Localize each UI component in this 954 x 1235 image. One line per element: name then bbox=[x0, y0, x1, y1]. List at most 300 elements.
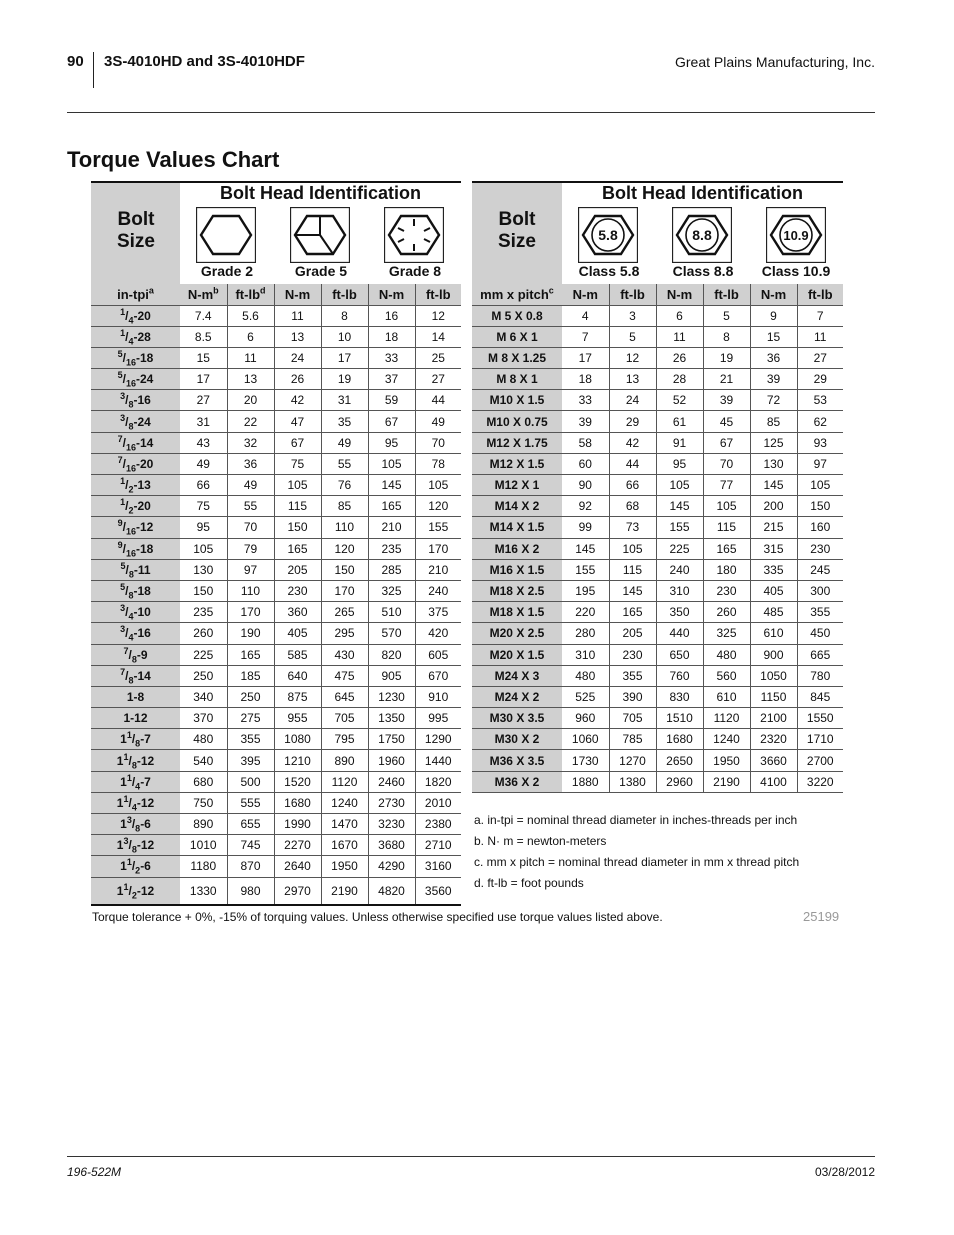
footnote-a: a. in-tpi = nominal thread diameter in inches-threads per inch bbox=[474, 813, 798, 827]
torque-value: 2380 bbox=[415, 814, 461, 835]
torque-value: 355 bbox=[227, 729, 274, 750]
torque-value: 49 bbox=[415, 411, 461, 432]
table-row bbox=[472, 453, 843, 474]
grade-8-nm-header: N-m bbox=[368, 284, 415, 305]
torque-value: 245 bbox=[797, 559, 843, 580]
table-row bbox=[472, 644, 843, 665]
bolt-size-cell: $1^1/_8-7$ bbox=[91, 729, 180, 750]
figure-number: 25199 bbox=[803, 909, 840, 924]
torque-value: 43 bbox=[180, 432, 227, 453]
table-row bbox=[472, 750, 843, 771]
torque-value: 11 bbox=[797, 326, 843, 347]
fraction-slash: / bbox=[131, 859, 136, 874]
table-row bbox=[472, 665, 843, 686]
torque-value: 555 bbox=[227, 792, 274, 813]
bolt-size-cell: $^9/_{16}-12$ bbox=[91, 517, 180, 538]
torque-value: 67 bbox=[368, 411, 415, 432]
bolt-size-cell: $^1/_4-20$ bbox=[91, 305, 180, 326]
torque-value: 585 bbox=[274, 644, 321, 665]
torque-value: 1990 bbox=[274, 814, 321, 835]
torque-value: 26 bbox=[656, 347, 703, 368]
left-table-bottom-rule bbox=[91, 904, 461, 906]
grade-2-nm-header: $N-m^b$ bbox=[180, 284, 227, 305]
torque-value: 75 bbox=[274, 453, 321, 474]
torque-value: 105 bbox=[368, 453, 415, 474]
torque-value: 91 bbox=[656, 432, 703, 453]
torque-value: 33 bbox=[368, 347, 415, 368]
torque-value: 2640 bbox=[274, 856, 321, 877]
bolt-size-cell: $^5/_{16}-24$ bbox=[91, 369, 180, 390]
bolt-size-cell: $^5/_{16}-18$ bbox=[91, 347, 180, 368]
torque-value: 645 bbox=[321, 686, 368, 707]
torque-value: 11 bbox=[274, 305, 321, 326]
grade-5-ftlb-header: ft-lb bbox=[321, 284, 368, 305]
torque-value: 32 bbox=[227, 432, 274, 453]
torque-value: 705 bbox=[609, 708, 656, 729]
torque-value: 2730 bbox=[368, 792, 415, 813]
fraction-slash: / bbox=[125, 329, 129, 344]
bolt-size-cell: M12 X 1.5 bbox=[472, 453, 562, 474]
torque-value: 7 bbox=[797, 305, 843, 326]
torque-value: 995 bbox=[415, 708, 461, 729]
left-bolt-size-label: Bolt Size bbox=[116, 209, 156, 252]
torque-value: 105 bbox=[415, 475, 461, 496]
torque-value: 170 bbox=[321, 580, 368, 601]
bolt-size-cell: M36 X 2 bbox=[472, 771, 562, 792]
torque-value: 955 bbox=[274, 708, 321, 729]
torque-value: 105 bbox=[180, 538, 227, 559]
torque-value: 1120 bbox=[703, 708, 750, 729]
torque-value: 145 bbox=[609, 580, 656, 601]
torque-value: 13 bbox=[609, 369, 656, 390]
bolt-size-cell: $^1/_2-13$ bbox=[91, 475, 180, 496]
right-unit-header-row bbox=[472, 284, 843, 305]
table-row bbox=[91, 835, 461, 856]
torque-value: 9 bbox=[750, 305, 797, 326]
torque-value: 70 bbox=[703, 453, 750, 474]
torque-value: 3660 bbox=[750, 750, 797, 771]
bolt-size-cell: M30 X 2 bbox=[472, 729, 562, 750]
class-10-9-mark: 10.9 bbox=[783, 228, 809, 243]
torque-value: 275 bbox=[227, 708, 274, 729]
bolt-size-cell: M30 X 3.5 bbox=[472, 708, 562, 729]
table-row bbox=[91, 580, 461, 601]
table-row bbox=[472, 538, 843, 559]
torque-value: 225 bbox=[180, 644, 227, 665]
torque-value: 12 bbox=[609, 347, 656, 368]
class-5-8-label: Class 5.8 bbox=[578, 263, 640, 279]
fraction-slash: / bbox=[131, 774, 136, 789]
torque-value: 205 bbox=[274, 559, 321, 580]
torque-value: 795 bbox=[321, 729, 368, 750]
grade-2-hex-icon bbox=[196, 207, 256, 263]
table-row bbox=[91, 771, 461, 792]
torque-value: 170 bbox=[227, 602, 274, 623]
table-row bbox=[91, 686, 461, 707]
torque-value: 420 bbox=[415, 623, 461, 644]
torque-value: 90 bbox=[562, 475, 609, 496]
class-8-8-label: Class 8.8 bbox=[672, 263, 734, 279]
table-row bbox=[91, 623, 461, 644]
torque-value: 2960 bbox=[656, 771, 703, 792]
torque-value: 1230 bbox=[368, 686, 415, 707]
torque-value: 27 bbox=[180, 390, 227, 411]
torque-value: 1710 bbox=[797, 729, 843, 750]
torque-value: 70 bbox=[227, 517, 274, 538]
torque-value: 52 bbox=[656, 390, 703, 411]
grade-8-hex-icon bbox=[384, 207, 444, 263]
torque-value: 230 bbox=[274, 580, 321, 601]
torque-value: 95 bbox=[180, 517, 227, 538]
torque-value: 480 bbox=[180, 729, 227, 750]
torque-value: 830 bbox=[656, 686, 703, 707]
torque-value: 665 bbox=[797, 644, 843, 665]
torque-value: 36 bbox=[750, 347, 797, 368]
torque-value: 1060 bbox=[562, 729, 609, 750]
torque-value: 49 bbox=[227, 475, 274, 496]
torque-value: 105 bbox=[609, 538, 656, 559]
torque-value: 5 bbox=[703, 305, 750, 326]
torque-value: 2190 bbox=[321, 877, 368, 904]
table-row bbox=[472, 475, 843, 496]
torque-value: 325 bbox=[703, 623, 750, 644]
torque-value: 480 bbox=[562, 665, 609, 686]
torque-value: 4820 bbox=[368, 877, 415, 904]
torque-value: 95 bbox=[368, 432, 415, 453]
footnote-b: b. N· m = newton-meters bbox=[474, 834, 607, 848]
bolt-size-cell: $^3/_4-16$ bbox=[91, 623, 180, 644]
torque-value: 1050 bbox=[750, 665, 797, 686]
table-row bbox=[91, 559, 461, 580]
torque-value: 72 bbox=[750, 390, 797, 411]
torque-value: 1290 bbox=[415, 729, 461, 750]
torque-value: 67 bbox=[274, 432, 321, 453]
torque-value: 1350 bbox=[368, 708, 415, 729]
class-5-8-mark: 5.8 bbox=[598, 227, 618, 243]
class-8-8-hex-icon bbox=[672, 207, 732, 263]
torque-value: 845 bbox=[797, 686, 843, 707]
table-row bbox=[91, 877, 461, 904]
table-row bbox=[91, 305, 461, 326]
torque-value: 85 bbox=[321, 496, 368, 517]
grade-8-label: Grade 8 bbox=[388, 263, 442, 279]
torque-value: 3560 bbox=[415, 877, 461, 904]
torque-value: 395 bbox=[227, 750, 274, 771]
torque-value: 18 bbox=[562, 369, 609, 390]
bolt-size-cell: $^7/_8-14$ bbox=[91, 665, 180, 686]
table-row bbox=[91, 432, 461, 453]
class-5-8-ftlb-header: ft-lb bbox=[609, 284, 656, 305]
torque-value: 3220 bbox=[797, 771, 843, 792]
footnotes bbox=[474, 810, 799, 894]
torque-value: 310 bbox=[656, 580, 703, 601]
torque-value: 97 bbox=[227, 559, 274, 580]
torque-value: 750 bbox=[180, 792, 227, 813]
torque-value: 1010 bbox=[180, 835, 227, 856]
torque-value: 260 bbox=[180, 623, 227, 644]
table-row bbox=[91, 517, 461, 538]
torque-value: 145 bbox=[562, 538, 609, 559]
bolt-size-cell: M16 X 2 bbox=[472, 538, 562, 559]
torque-value: 705 bbox=[321, 708, 368, 729]
torque-value: 11 bbox=[227, 347, 274, 368]
torque-value: 6 bbox=[227, 326, 274, 347]
fraction-slash: / bbox=[125, 668, 129, 683]
torque-value: 355 bbox=[609, 665, 656, 686]
document-title: 3S-4010HD and 3S-4010HDF bbox=[104, 53, 305, 70]
class-8-8-ftlb-header: ft-lb bbox=[703, 284, 750, 305]
torque-value: 235 bbox=[180, 602, 227, 623]
bolt-size-cell: $^1/_4-28$ bbox=[91, 326, 180, 347]
torque-value: 1080 bbox=[274, 729, 321, 750]
torque-value: 150 bbox=[180, 580, 227, 601]
torque-value: 42 bbox=[274, 390, 321, 411]
torque-value: 8 bbox=[321, 305, 368, 326]
bolt-size-cell: $^9/_{16}-18$ bbox=[91, 538, 180, 559]
torque-value: 165 bbox=[227, 644, 274, 665]
fraction-slash: / bbox=[125, 562, 129, 577]
torque-value: 890 bbox=[321, 750, 368, 771]
torque-value: 360 bbox=[274, 602, 321, 623]
fraction-slash: / bbox=[125, 414, 129, 429]
torque-value: 4290 bbox=[368, 856, 415, 877]
table-row bbox=[472, 580, 843, 601]
bolt-size-cell: $^7/_{16}-20$ bbox=[91, 453, 180, 474]
torque-value: 15 bbox=[750, 326, 797, 347]
torque-value: 1950 bbox=[703, 750, 750, 771]
torque-value: 6 bbox=[656, 305, 703, 326]
torque-value: 315 bbox=[750, 538, 797, 559]
table-row bbox=[472, 517, 843, 538]
torque-value: 1550 bbox=[797, 708, 843, 729]
torque-value: 165 bbox=[609, 602, 656, 623]
torque-value: 66 bbox=[609, 475, 656, 496]
fraction-slash: / bbox=[131, 817, 136, 832]
torque-value: 22 bbox=[227, 411, 274, 432]
fraction-slash: / bbox=[128, 838, 132, 853]
torque-value: 670 bbox=[415, 665, 461, 686]
right-bolt-head-id: Bolt Head Identification bbox=[601, 183, 803, 203]
bolt-size-cell: $1^3/_8-6$ bbox=[91, 814, 180, 835]
torque-value: 120 bbox=[415, 496, 461, 517]
torque-value: 980 bbox=[227, 877, 274, 904]
bolt-size-cell: $^7/_8-9$ bbox=[91, 644, 180, 665]
torque-value: 7 bbox=[562, 326, 609, 347]
torque-value: 285 bbox=[368, 559, 415, 580]
torque-value: 85 bbox=[750, 411, 797, 432]
class-10-9-ftlb-header: ft-lb bbox=[797, 284, 843, 305]
torque-value: 21 bbox=[703, 369, 750, 390]
torque-value: 79 bbox=[227, 538, 274, 559]
torque-value: 47 bbox=[274, 411, 321, 432]
grade-8-ftlb-header: ft-lb bbox=[415, 284, 461, 305]
torque-value: 10 bbox=[321, 326, 368, 347]
table-row bbox=[91, 475, 461, 496]
torque-value: 42 bbox=[609, 432, 656, 453]
right-bolt-size-label: Bolt Size bbox=[497, 209, 537, 252]
footer-date: 03/28/2012 bbox=[814, 1165, 875, 1179]
torque-value: 61 bbox=[656, 411, 703, 432]
bolt-size-cell: $^3/_8-16$ bbox=[91, 390, 180, 411]
torque-value: 2650 bbox=[656, 750, 703, 771]
header-rule bbox=[67, 112, 875, 113]
torque-value: 70 bbox=[415, 432, 461, 453]
fraction-slash: / bbox=[128, 795, 132, 810]
torque-value: 440 bbox=[656, 623, 703, 644]
torque-value: 250 bbox=[227, 686, 274, 707]
torque-value: 525 bbox=[562, 686, 609, 707]
table-row bbox=[472, 708, 843, 729]
torque-value: 155 bbox=[415, 517, 461, 538]
bolt-size-cell: M24 X 3 bbox=[472, 665, 562, 686]
torque-value: 19 bbox=[321, 369, 368, 390]
torque-value: 680 bbox=[180, 771, 227, 792]
torque-value: 1240 bbox=[703, 729, 750, 750]
bolt-size-cell: M 8 X 1.25 bbox=[472, 347, 562, 368]
in-tpi-header: in-tpi$^a$ bbox=[91, 284, 180, 305]
fraction-slash: / bbox=[122, 541, 126, 556]
torque-value: 33 bbox=[562, 390, 609, 411]
bolt-size-cell: M20 X 1.5 bbox=[472, 644, 562, 665]
torque-value: 430 bbox=[321, 644, 368, 665]
bolt-size-cell: $^5/_8-11$ bbox=[91, 559, 180, 580]
torque-value: 745 bbox=[227, 835, 274, 856]
torque-value: 1820 bbox=[415, 771, 461, 792]
bolt-size-cell: M12 X 1.75 bbox=[472, 432, 562, 453]
table-row bbox=[472, 411, 843, 432]
torque-value: 220 bbox=[562, 602, 609, 623]
torque-value: 105 bbox=[797, 475, 843, 496]
bolt-size-cell: M14 X 2 bbox=[472, 496, 562, 517]
torque-value: 27 bbox=[415, 369, 461, 390]
torque-value: 62 bbox=[797, 411, 843, 432]
torque-value: 375 bbox=[415, 602, 461, 623]
torque-value: 310 bbox=[562, 644, 609, 665]
fraction-slash: / bbox=[131, 732, 136, 747]
torque-value: 115 bbox=[609, 559, 656, 580]
fraction-slash: / bbox=[125, 626, 129, 641]
grade-5-label: Grade 5 bbox=[294, 263, 348, 279]
torque-value: 250 bbox=[180, 665, 227, 686]
bolt-size-cell: M12 X 1 bbox=[472, 475, 562, 496]
table-row bbox=[91, 708, 461, 729]
torque-value: 480 bbox=[703, 644, 750, 665]
torque-value: 145 bbox=[368, 475, 415, 496]
bolt-size-cell: 1-8 bbox=[91, 686, 180, 707]
fraction-slash: / bbox=[122, 456, 126, 471]
table-row bbox=[91, 729, 461, 750]
bolt-size-cell: M18 X 2.5 bbox=[472, 580, 562, 601]
table-row bbox=[472, 496, 843, 517]
torque-value: 1880 bbox=[562, 771, 609, 792]
table-row bbox=[472, 602, 843, 623]
torque-value: 1510 bbox=[656, 708, 703, 729]
company-name: Great Plains Manufacturing, Inc. bbox=[675, 54, 875, 70]
bolt-size-cell: M16 X 1.5 bbox=[472, 559, 562, 580]
torque-value: 92 bbox=[562, 496, 609, 517]
fraction-slash: / bbox=[122, 520, 126, 535]
table-row bbox=[91, 814, 461, 835]
torque-value: 280 bbox=[562, 623, 609, 644]
table-row bbox=[91, 602, 461, 623]
table-row bbox=[91, 411, 461, 432]
torque-value: 15 bbox=[180, 347, 227, 368]
torque-value: 610 bbox=[703, 686, 750, 707]
torque-value: 165 bbox=[368, 496, 415, 517]
left-unit-header-row bbox=[91, 284, 461, 305]
torque-value: 24 bbox=[609, 390, 656, 411]
torque-value: 210 bbox=[368, 517, 415, 538]
footnote-d: d. ft-lb = foot pounds bbox=[474, 876, 584, 890]
torque-value: 67 bbox=[703, 432, 750, 453]
torque-value: 36 bbox=[227, 453, 274, 474]
torque-value: 205 bbox=[609, 623, 656, 644]
grade-2-label: Grade 2 bbox=[200, 263, 254, 279]
torque-value: 150 bbox=[797, 496, 843, 517]
torque-value: 405 bbox=[274, 623, 321, 644]
table-row bbox=[91, 750, 461, 771]
torque-value: 640 bbox=[274, 665, 321, 686]
bolt-size-cell: $^7/_{16}-14$ bbox=[91, 432, 180, 453]
torque-value: 485 bbox=[750, 602, 797, 623]
torque-value: 185 bbox=[227, 665, 274, 686]
torque-tolerance-note: Torque tolerance + 0%, -15% of torquing values. Unless otherwise specified use torque values listed above. bbox=[92, 910, 663, 924]
left-torque-table bbox=[91, 284, 461, 904]
torque-value: 1750 bbox=[368, 729, 415, 750]
torque-value: 785 bbox=[609, 729, 656, 750]
table-row bbox=[91, 453, 461, 474]
bolt-size-cell: M10 X 1.5 bbox=[472, 390, 562, 411]
bolt-size-cell: $^1/_2-20$ bbox=[91, 496, 180, 517]
torque-value: 370 bbox=[180, 708, 227, 729]
torque-value: 68 bbox=[609, 496, 656, 517]
torque-value: 155 bbox=[656, 517, 703, 538]
fraction-slash: / bbox=[125, 584, 129, 599]
torque-value: 760 bbox=[656, 665, 703, 686]
bolt-size-cell: $1^1/_4-12$ bbox=[91, 792, 180, 813]
torque-value: 820 bbox=[368, 644, 415, 665]
torque-value: 18 bbox=[368, 326, 415, 347]
torque-value: 390 bbox=[609, 686, 656, 707]
torque-value: 960 bbox=[562, 708, 609, 729]
torque-value: 120 bbox=[321, 538, 368, 559]
torque-value: 3160 bbox=[415, 856, 461, 877]
torque-value: 155 bbox=[562, 559, 609, 580]
torque-value: 265 bbox=[321, 602, 368, 623]
torque-value: 510 bbox=[368, 602, 415, 623]
torque-value: 2460 bbox=[368, 771, 415, 792]
torque-value: 39 bbox=[750, 369, 797, 390]
fraction-slash: / bbox=[128, 883, 132, 898]
table-row bbox=[472, 347, 843, 368]
torque-value: 475 bbox=[321, 665, 368, 686]
bolt-size-cell: $1^1/_2-12$ bbox=[91, 877, 180, 904]
fraction-slash: / bbox=[125, 308, 129, 323]
bolt-size-cell: $^3/_8-24$ bbox=[91, 411, 180, 432]
table-row bbox=[91, 538, 461, 559]
torque-value: 875 bbox=[274, 686, 321, 707]
torque-value: 37 bbox=[368, 369, 415, 390]
document-number: 196-522M bbox=[67, 1165, 122, 1179]
bolt-size-cell: $1^1/_2-6$ bbox=[91, 856, 180, 877]
bolt-size-cell: $1^1/_8-12$ bbox=[91, 750, 180, 771]
torque-value: 8.5 bbox=[180, 326, 227, 347]
torque-value: 335 bbox=[750, 559, 797, 580]
torque-value: 105 bbox=[656, 475, 703, 496]
torque-value: 1270 bbox=[609, 750, 656, 771]
torque-value: 560 bbox=[703, 665, 750, 686]
grade-5-hex-icon bbox=[290, 207, 350, 263]
